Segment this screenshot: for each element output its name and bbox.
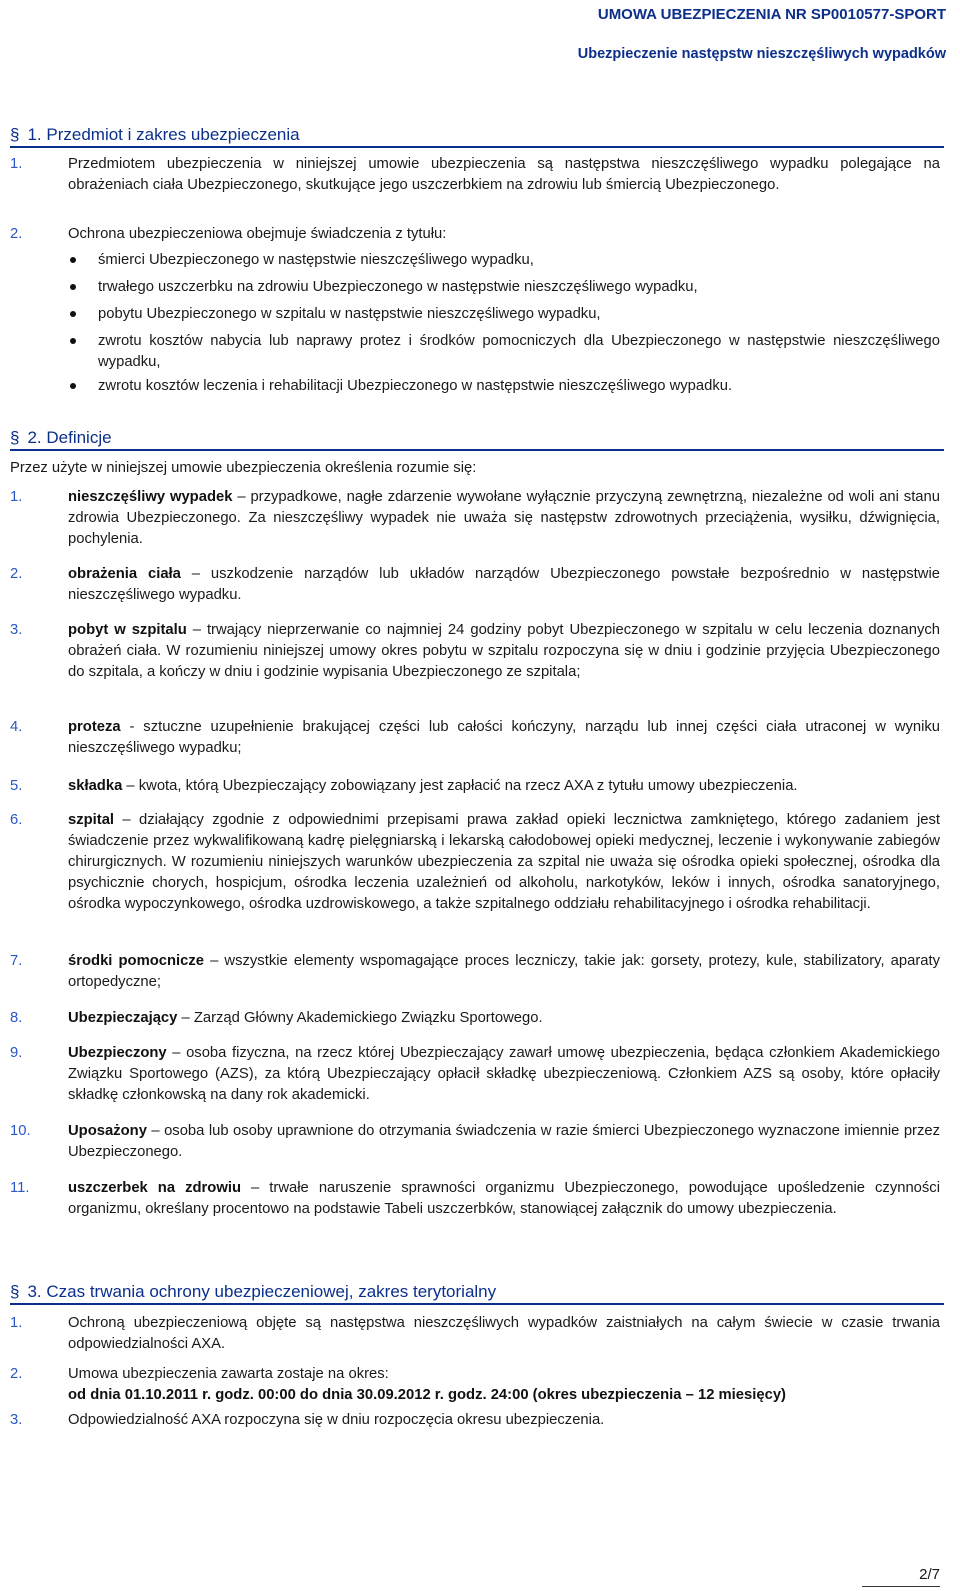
- section-symbol: §: [10, 125, 20, 144]
- def-description: – działający zgodnie z odpowiednimi przepisami prawa zakład opieki lecznictwa zamkniętego, którego zadaniem jest świadczenie przez wykwalifikowaną kadrę pielęgniarską i lekarską całodobowej opieki medycznej, leczenie i wykonywanie zabiegów chirurgicznych. W rozumieniu niniejszych warunków ubezpieczenia za szpital nie uważa się ośrodka opieki społecznej, ośrodka dla psychicznie chorych, hospicjum, ośrodka leczenia uzależnień od alkoholu, narkotyków, leków i innych, ośrodka sanatoryjnego, ośrodka wypoczynkowego, ośrodka uzdrowiskowego, a także szpitalnego oddziału rehabilitacyjnego i ośrodka rehabilitacji.: [68, 812, 940, 912]
- def-4-number: 4.: [10, 719, 23, 735]
- def-11-number: 11.: [10, 1180, 30, 1196]
- s1-item-1-number: 1.: [10, 156, 23, 172]
- section-3-heading: [10, 1282, 944, 1305]
- def-2-number: 2.: [10, 566, 23, 582]
- def-11-text: [68, 1178, 940, 1220]
- insurance-period: [68, 1385, 940, 1406]
- s3-item-2-text: Umowa ubezpieczenia zawarta zostaje na okres:: [68, 1366, 389, 1382]
- bullet-dot: [70, 257, 76, 263]
- def-7-text: [68, 951, 940, 993]
- def-3-text: [68, 620, 940, 683]
- def-term: Ubezpieczający: [68, 1010, 178, 1026]
- def-6-text: [68, 810, 940, 915]
- benefit-bullet-2: trwałego uszczerbku na zdrowiu Ubezpieczonego w następstwie nieszczęśliwego wypadku,: [98, 279, 698, 295]
- page-number-underline: [862, 1586, 940, 1587]
- s3-item-3-number: 3.: [10, 1412, 23, 1428]
- def-10-number: 10.: [10, 1123, 31, 1139]
- def-1-text: [68, 487, 940, 550]
- def-4-text: [68, 717, 940, 759]
- s3-item-1-number: 1.: [10, 1315, 23, 1331]
- def-3-number: 3.: [10, 622, 23, 638]
- s3-item-2-number: 2.: [10, 1366, 23, 1382]
- section-1-title: 1. Przedmiot i zakres ubezpieczenia: [27, 125, 300, 144]
- def-8-text: [68, 1008, 940, 1029]
- document-subtitle-header: Ubezpieczenie następstw nieszczęśliwych wypadków: [577, 46, 946, 62]
- definitions-intro: Przez użyte w niniejszej umowie ubezpieczenia określenia rozumie się:: [10, 460, 477, 476]
- bullet-dot: [70, 284, 76, 290]
- def-6-number: 6.: [10, 812, 23, 828]
- def-term: proteza: [68, 719, 121, 735]
- def-term: środki pomocnicze: [68, 953, 205, 969]
- section-2-heading: [10, 428, 944, 451]
- def-term: uszczerbek na zdrowiu: [68, 1180, 242, 1196]
- def-description: – osoba lub osoby uprawnione do otrzymania świadczenia w razie śmierci Ubezpieczonego wyznaczone imiennie przez Ubezpieczonego.: [68, 1123, 940, 1160]
- def-description: - sztuczne uzupełnienie brakującej części lub całości kończyny, narządu lub innej części ciała utraconej w wyniku nieszczęśliwego wypadku;: [68, 719, 940, 756]
- def-7-number: 7.: [10, 953, 23, 969]
- def-5-number: 5.: [10, 778, 23, 794]
- benefit-bullet-1: śmierci Ubezpieczonego w następstwie nieszczęśliwego wypadku,: [98, 252, 534, 268]
- page-number: 2/7: [919, 1566, 940, 1583]
- def-term: obrażenia ciała: [68, 566, 181, 582]
- section-2-title: 2. Definicje: [27, 428, 112, 447]
- def-term: szpital: [68, 812, 115, 828]
- bullet-dot: [70, 311, 76, 317]
- benefit-bullet-3: pobytu Ubezpieczonego w szpitalu w następstwie nieszczęśliwego wypadku,: [98, 306, 601, 322]
- def-description: – Zarząd Główny Akademickiego Związku Sportowego.: [177, 1010, 543, 1026]
- def-description: – trwałe naruszenie sprawności organizmu Ubezpieczonego, powodujące upośledzenie czynności organizmu, określany procentowo na podstawie Tabeli uszczerbków, stanowiącej załącznik do umowy ubezpieczenia.: [68, 1180, 940, 1217]
- def-description: – uszkodzenie narządów lub układów narządów Ubezpieczonego powstałe bezpośrednio w następstwie nieszczęśliwego wypadku.: [68, 566, 940, 603]
- def-term: składka: [68, 778, 123, 794]
- section-symbol: §: [10, 1282, 20, 1301]
- section-1-heading: [10, 125, 944, 148]
- benefit-bullet-4: zwrotu kosztów nabycia lub naprawy protez i środków pomocniczych dla Ubezpieczonego w następstwie nieszczęśliwego wypadku,: [98, 333, 940, 370]
- bullet-dot: [70, 338, 76, 344]
- benefit-bullet-5: zwrotu kosztów leczenia i rehabilitacji Ubezpieczonego w następstwie nieszczęśliwego wypadku.: [98, 378, 733, 394]
- contract-number-header: UMOWA UBEZPIECZENIA NR SP0010577-SPORT: [597, 6, 946, 23]
- def-description: – kwota, którą Ubezpieczający zobowiązany jest zapłacić na rzecz AXA z tytułu umowy ubezpieczenia.: [122, 778, 798, 794]
- def-term: pobyt w szpitalu: [68, 622, 187, 638]
- def-9-number: 9.: [10, 1045, 23, 1061]
- bullet-dot: [70, 383, 76, 389]
- def-description: – wszystkie elementy wspomagające proces leczniczy, takie jak: gorsety, protezy, kule, stabilizatory, aparaty ortopedyczne;: [68, 953, 940, 990]
- def-1-number: 1.: [10, 489, 23, 505]
- s1-item-2-text: Ochrona ubezpieczeniowa obejmuje świadczenia z tytułu:: [68, 226, 447, 242]
- def-description: – trwający nieprzerwanie co najmniej 24 godziny pobyt Ubezpieczonego w szpitalu w celu leczenia doznanych obrażeń ciała. W rozumieniu niniejszej umowy okres pobytu w szpitalu rozpoczyna się w dniu i godzinie przyjęcia Ubezpieczonego do szpitala, a kończy w dniu i godzinie wypisania Ubezpieczonego ze szpitala;: [68, 622, 941, 680]
- s1-item-2-number: 2.: [10, 226, 23, 242]
- def-description: – osoba fizyczna, na rzecz której Ubezpieczający zawarł umowę ubezpieczenia, będąca członkiem Akademickiego Związku Sportowego (AZS), za którą Ubezpieczający opłacił składkę ubezpieczeniową. Członkiem AZS są osoby, które opłaciły składkę członkowską na dany rok akademicki.: [68, 1045, 940, 1103]
- def-term: Uposażony: [68, 1123, 147, 1139]
- def-8-number: 8.: [10, 1010, 23, 1026]
- def-term: Ubezpieczony: [68, 1045, 167, 1061]
- def-5-text: [68, 776, 940, 797]
- s3-item-1-text: Ochroną ubezpieczeniową objęte są następstwa nieszczęśliwych wypadków zaistniałych na całym świecie w czasie trwania odpowiedzialności AXA.: [68, 1315, 940, 1352]
- def-2-text: [68, 564, 940, 606]
- section-3-title: 3. Czas trwania ochrony ubezpieczeniowej, zakres terytorialny: [27, 1282, 497, 1301]
- def-term: nieszczęśliwy wypadek: [68, 489, 233, 505]
- def-9-text: [68, 1043, 940, 1106]
- s3-item-3-text: Odpowiedzialność AXA rozpoczyna się w dniu rozpoczęcia okresu ubezpieczenia.: [68, 1412, 605, 1428]
- insurance-period-text: od dnia 01.10.2011 r. godz. 00:00 do dnia 30.09.2012 r. godz. 24:00 (okres ubezpieczenia – 12 miesięcy): [68, 1387, 786, 1403]
- section-symbol: §: [10, 428, 20, 447]
- def-description: – przypadkowe, nagłe zdarzenie wywołane wyłącznie przyczyną zewnętrzną, niezależne od woli ani stanu zdrowia Ubezpieczonego. Za nieszczęśliwy wypadek nie uważa się następstw zdrowotnych przeciążenia, wysiłku, dźwignięcia, pochylenia.: [68, 489, 940, 547]
- def-10-text: [68, 1121, 940, 1163]
- s1-item-1-text: Przedmiotem ubezpieczenia w niniejszej umowie ubezpieczenia są następstwa nieszczęśliwego wypadku polegające na obrażeniach ciała Ubezpieczonego, skutkujące jego uszczerbkiem na zdrowiu lub śmiercią Ubezpieczonego.: [68, 156, 940, 193]
